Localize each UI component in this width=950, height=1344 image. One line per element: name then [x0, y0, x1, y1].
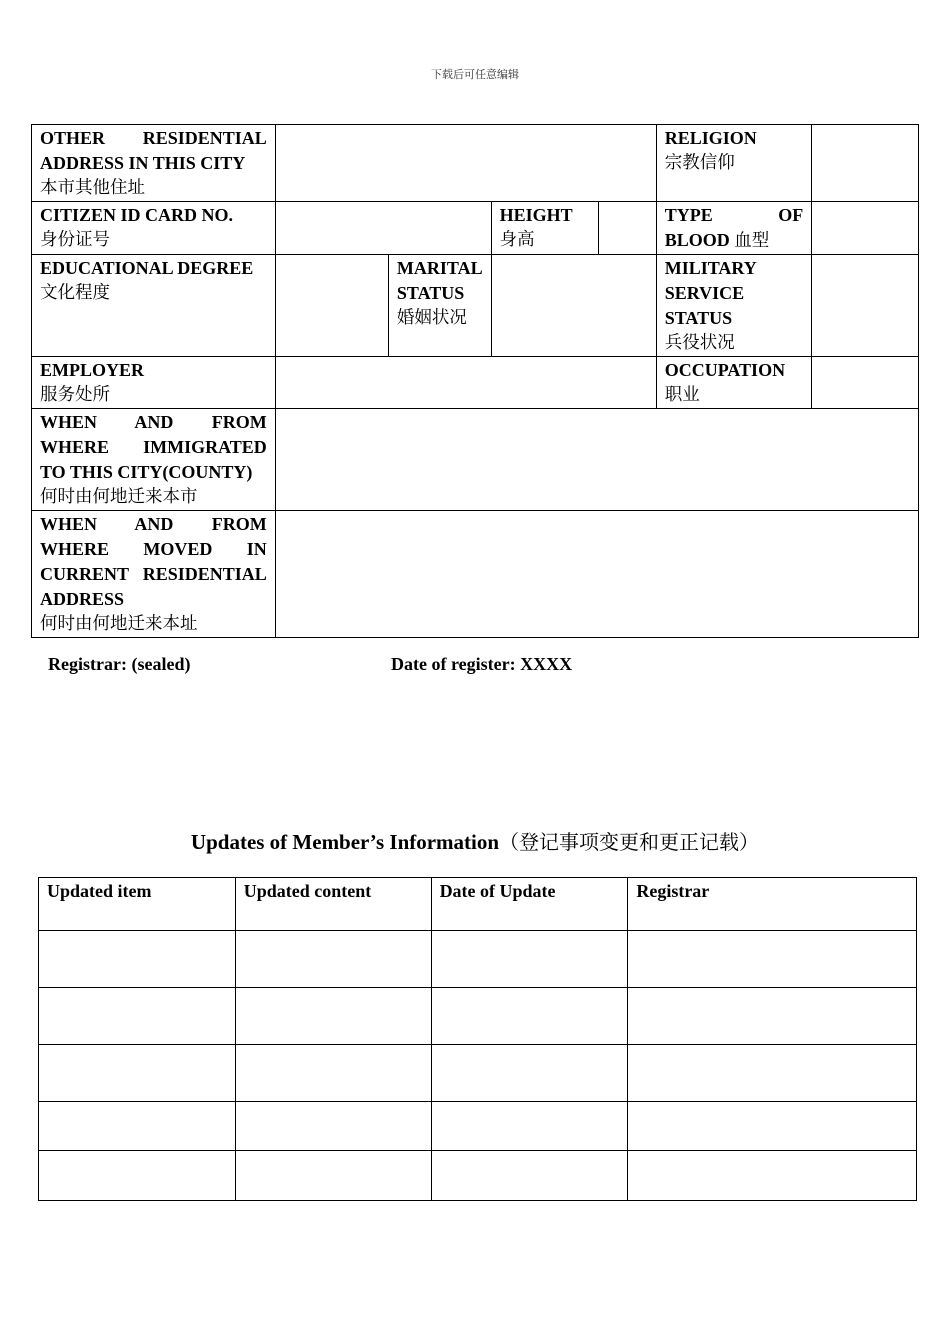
table-cell	[628, 1102, 917, 1151]
table-cell	[628, 1151, 917, 1201]
employer-label: EMPLOYER 服务处所	[32, 357, 276, 409]
table-cell	[235, 988, 431, 1045]
table-cell	[235, 931, 431, 988]
marital-value	[491, 255, 656, 357]
other-address-value	[275, 125, 656, 202]
occupation-value	[812, 357, 919, 409]
education-value	[275, 255, 388, 357]
table-cell	[39, 1102, 236, 1151]
updates-title: Updates of Member’s Information（登记事项变更和更正记载）	[190, 830, 760, 854]
table-cell	[431, 1151, 628, 1201]
occupation-label: OCCUPATION 职业	[656, 357, 812, 409]
registrar-label: Registrar: (sealed)	[48, 654, 191, 674]
col-header-date-of-update: Date of Update	[431, 878, 628, 931]
moved-in-label: WHEN AND FROM WHERE MOVED IN CURRENT RESIDENTIAL ADDRESS 何时由何地迁来本址	[32, 511, 276, 638]
table-row	[39, 988, 917, 1045]
table-cell	[431, 988, 628, 1045]
col-header-registrar: Registrar	[628, 878, 917, 931]
table-row	[39, 1045, 917, 1102]
immigrated-label: WHEN AND FROM WHERE IMMIGRATED TO THIS CITY(COUNTY) 何时由何地迁来本市	[32, 409, 276, 511]
military-value	[812, 255, 919, 357]
religion-label: RELIGION 宗教信仰	[656, 125, 812, 202]
table-cell	[39, 1045, 236, 1102]
table-row	[39, 1102, 917, 1151]
table-cell	[39, 1151, 236, 1201]
table-row	[39, 931, 917, 988]
col-header-updated-item: Updated item	[39, 878, 236, 931]
table-cell	[39, 988, 236, 1045]
table-cell	[431, 1102, 628, 1151]
table-cell	[39, 931, 236, 988]
other-address-label: OTHER RESIDENTIAL ADDRESS IN THIS CITY 本市其他住址	[32, 125, 276, 202]
table-cell	[235, 1045, 431, 1102]
marital-label: MARITAL STATUS 婚姻状况	[388, 255, 491, 357]
updates-header-row	[39, 878, 917, 931]
table-cell	[431, 931, 628, 988]
table-cell	[628, 1045, 917, 1102]
col-header-updated-content: Updated content	[235, 878, 431, 931]
religion-value	[812, 125, 919, 202]
header-note: 下载后可任意编辑	[431, 68, 519, 81]
table-cell	[628, 988, 917, 1045]
id-card-label: CITIZEN ID CARD NO. 身份证号	[32, 202, 276, 255]
table-cell	[235, 1102, 431, 1151]
height-value	[599, 202, 657, 255]
table-row	[39, 1151, 917, 1201]
table-cell	[628, 931, 917, 988]
blood-type-value	[812, 202, 919, 255]
id-card-value	[275, 202, 491, 255]
immigrated-value	[275, 409, 918, 511]
blood-type-label: TYPE OF BLOOD 血型	[656, 202, 812, 255]
updates-table	[38, 877, 917, 1201]
height-label: HEIGHT 身高	[491, 202, 599, 255]
table-cell	[235, 1151, 431, 1201]
military-label: MILITARY SERVICE STATUS 兵役状况	[656, 255, 812, 357]
registration-form-table	[31, 124, 919, 638]
employer-value	[275, 357, 656, 409]
moved-in-value	[275, 511, 918, 638]
date-of-register: Date of register: XXXX	[391, 654, 573, 674]
education-label: EDUCATIONAL DEGREE 文化程度	[32, 255, 276, 357]
table-cell	[431, 1045, 628, 1102]
